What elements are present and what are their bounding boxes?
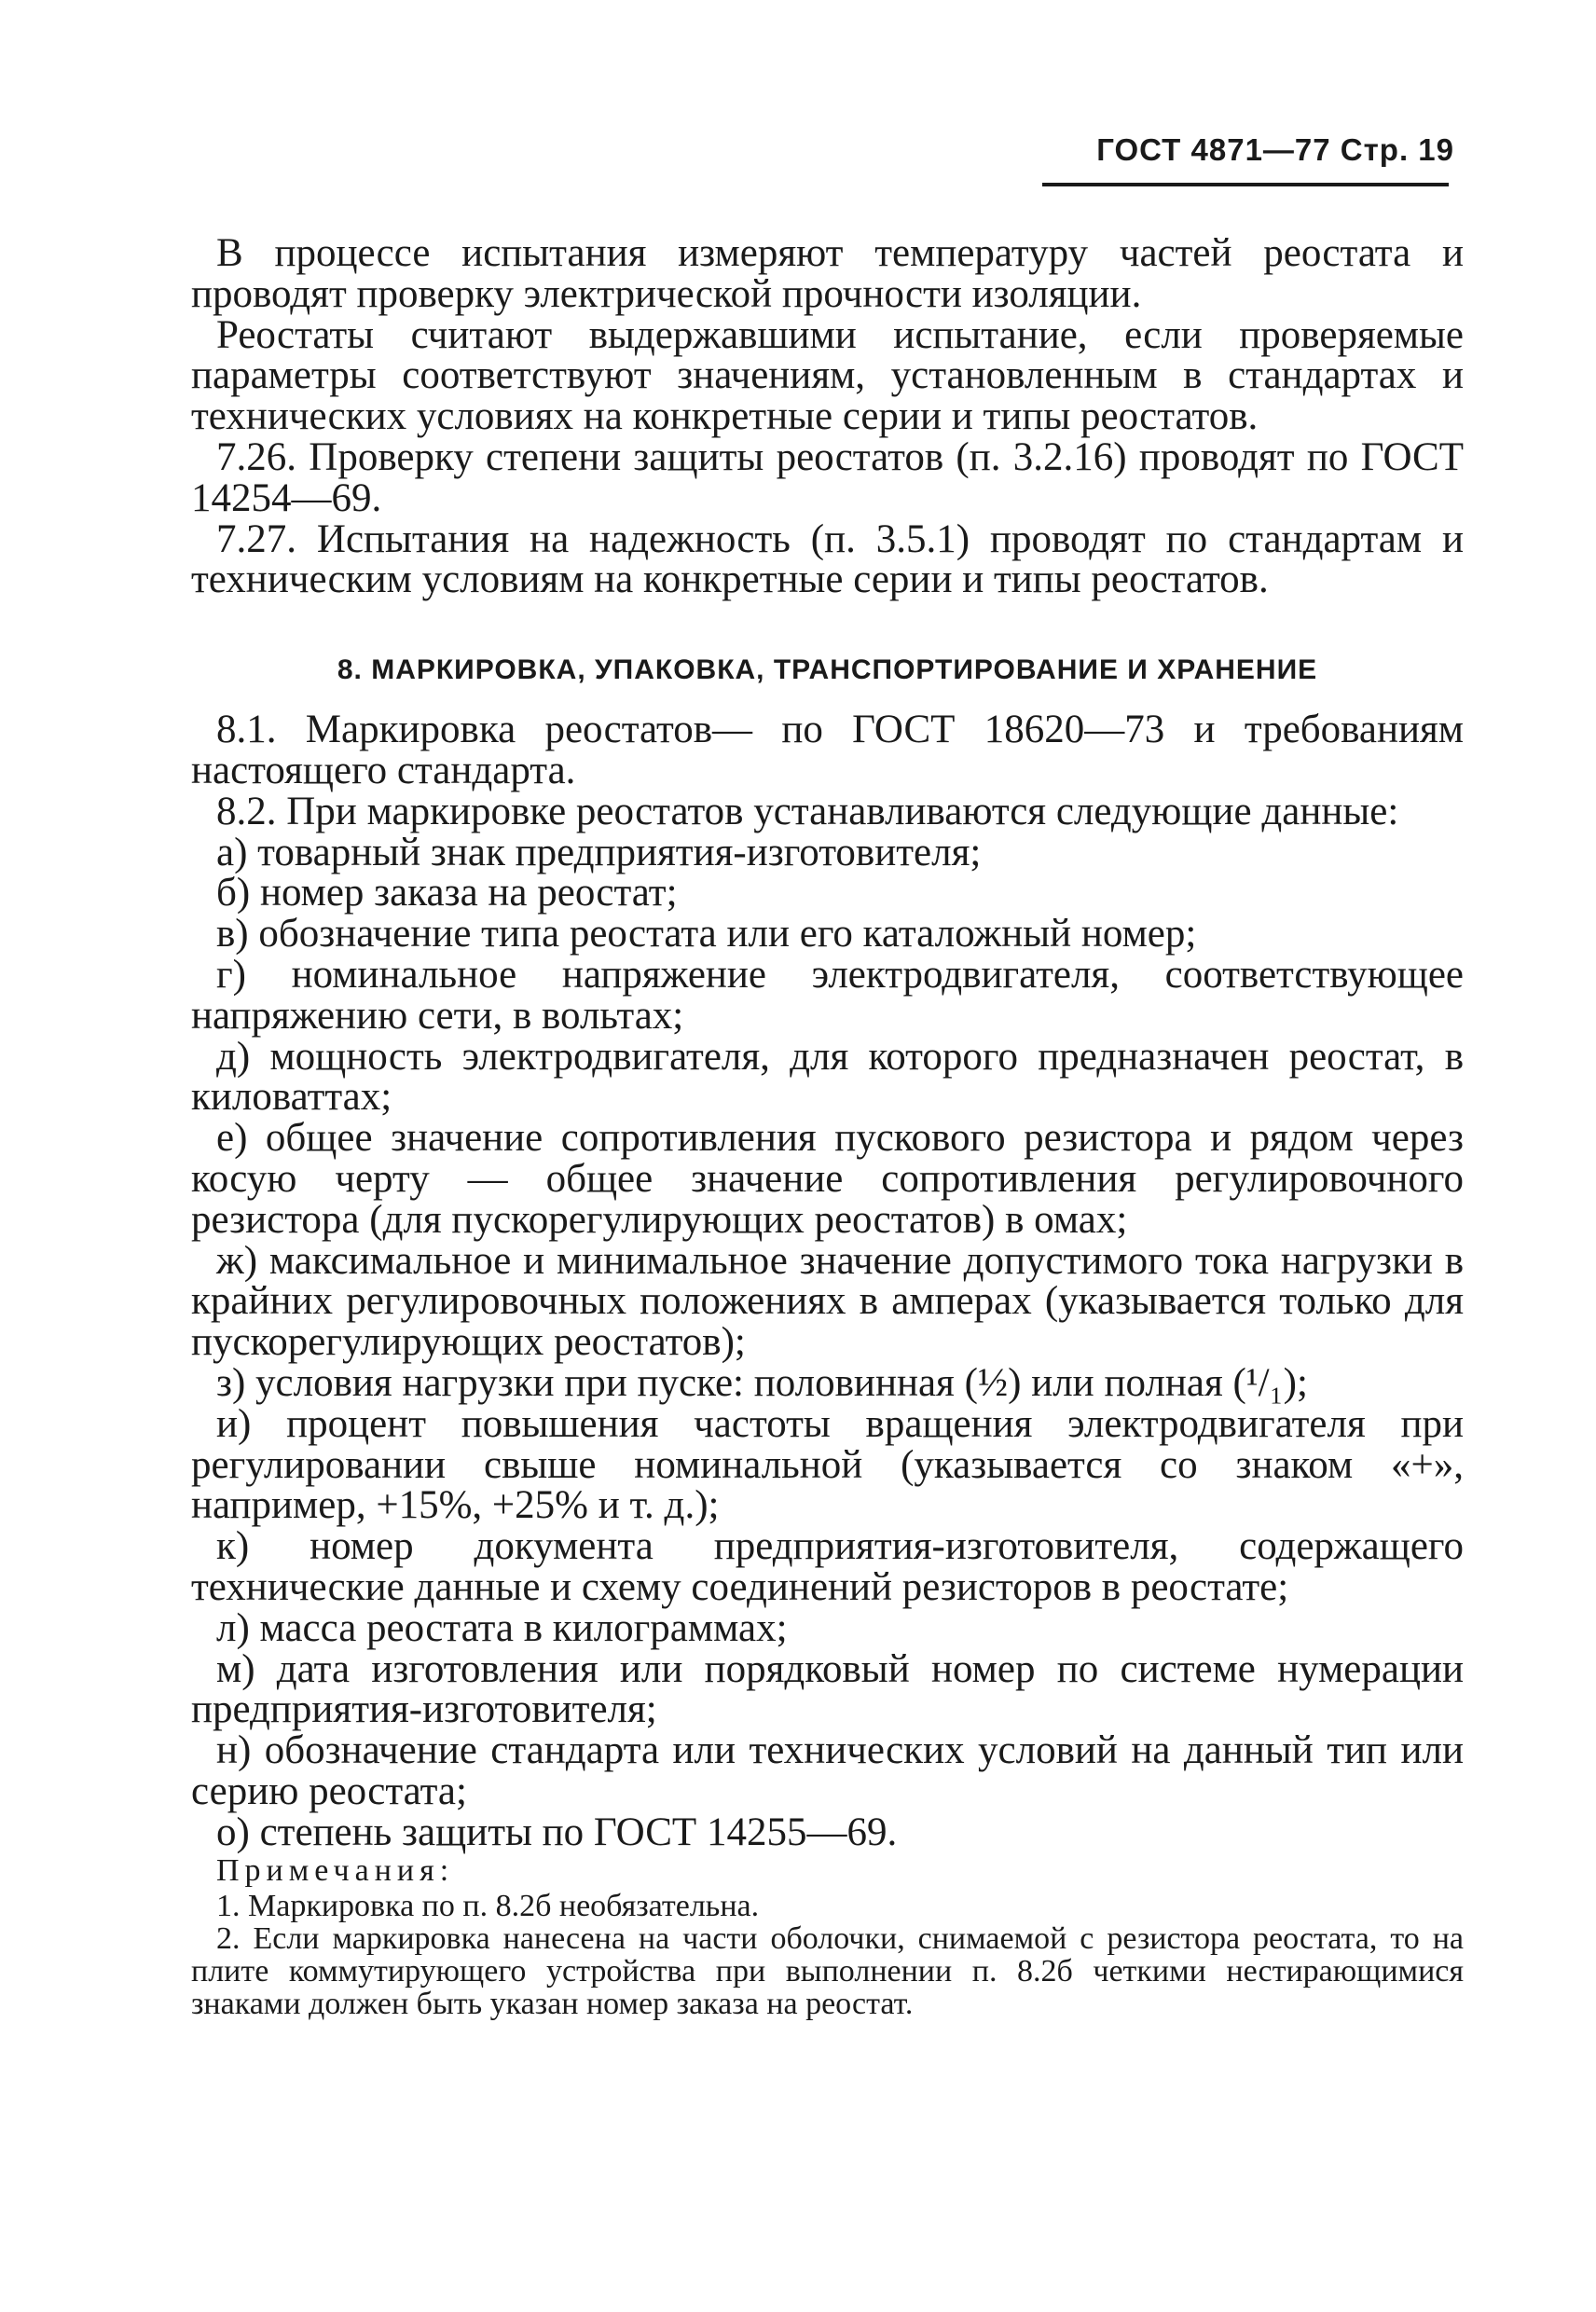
paragraph: Реостаты считают выдержавшими испытание, если проверяемые параметры соответствуют значениям, установленным в стандартах и технических условиях на конкретные серии и типы реостатов. (191, 312, 1464, 439)
list-item: а) товарный знак предприятия-изготовителя; (216, 830, 982, 874)
running-head: ГОСТ 4871—77 Стр. 19 (1096, 132, 1454, 167)
list-item: в) обозначение типа реостата или его каталожный номер; (216, 912, 1197, 956)
list-item: м) дата изготовления или порядковый номер по системе нумерации предприятия-изготовителя; (191, 1646, 1464, 1732)
note-item: 2. Если маркировка нанесена на части оболочки, снимаемой с резистора реостата, то на плите коммутирующего устройства при выполнении п. 8.2б четкими нестирающимися знаками должен быть указан номер заказа на реостат. (191, 1921, 1464, 2022)
header-rule (1042, 183, 1449, 186)
list-item: и) процент повышения частоты вращения электродвигателя при регулировании свыше номинальной (указывается со знаком «+», например, +15%, +25% и т. д.); (191, 1401, 1464, 1528)
list-item: о) степень защиты по ГОСТ 14255—69. (216, 1810, 898, 1854)
clause-8-2: 8.2. При маркировке реостатов устанавливаются следующие данные: (216, 789, 1399, 833)
list-item: г) номинальное напряжение электродвигателя, соответствующее напряжению сети, в вольтах; (191, 952, 1464, 1038)
paragraph: 7.27. Испытания на надежность (п. 3.5.1) проводят по стандартам и техническим условиям на конкретные серии и типы реостатов. (191, 516, 1464, 602)
page-content (191, 233, 1464, 2020)
list-item: б) номер заказа на реостат; (216, 871, 678, 915)
list-item: к) номер документа предприятия-изготовителя, содержащего технические данные и схему соединений резисторов в реостате; (191, 1524, 1464, 1609)
list-item: л) масса реостата в килограммах; (216, 1605, 788, 1650)
list-item: ж) максимальное и минимальное значение допустимого тока нагрузки в крайних регулировочных положениях в амперах (указывается только для пускорегулирующих реостатов); (191, 1238, 1464, 1365)
section-heading: 8. МАРКИРОВКА, УПАКОВКА, ТРАНСПОРТИРОВАНИЕ И ХРАНЕНИЕ (337, 654, 1318, 686)
list-item: н) обозначение стандарта или технических условий на данный тип или серию реостата; (191, 1728, 1464, 1813)
list-item: з) условия нагрузки при пуске: половинная (½) или полная (¹/₁); (216, 1360, 1308, 1405)
clause-8-1: 8.1. Маркировка реостатов— по ГОСТ 18620—73 и требованиям настоящего стандарта. (191, 708, 1464, 792)
paragraph: В процессе испытания измеряют температуру частей реостата и проводят проверку электрической прочности изоляции. (191, 231, 1464, 316)
list-item: е) общее значение сопротивления пускового резистора и рядом через косую черту — общее значение сопротивления регулировочного резистора (для пускорегулирующих реостатов) в омах; (191, 1116, 1464, 1242)
list-item: д) мощность электродвигателя, для которого предназначен реостат, в киловаттах; (191, 1034, 1464, 1120)
paragraph: 7.26. Проверку степени защиты реостатов (п. 3.2.16) проводят по ГОСТ 14254—69. (191, 434, 1464, 520)
notes-title: Примечания: (216, 1853, 455, 1889)
note-item: 1. Маркировка по п. 8.2б необязательна. (216, 1889, 760, 1924)
